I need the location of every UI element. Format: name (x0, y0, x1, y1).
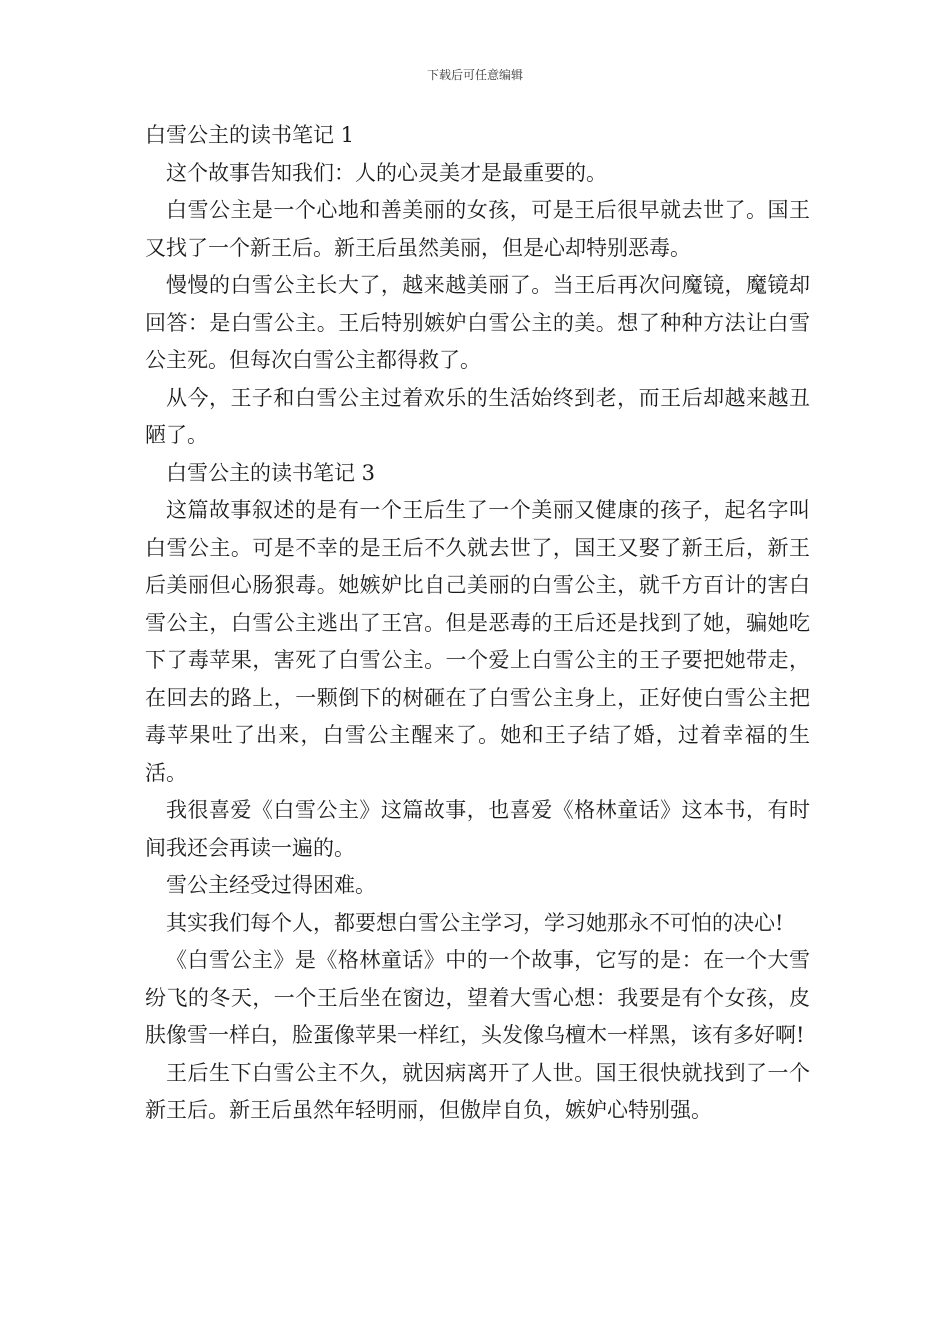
paragraph: 其实我们每个人，都要想白雪公主学习，学习她那永不可怕的决心! (166, 910, 784, 935)
paragraph: 《白雪公主》是《格林童话》中的一个故事，它写的是：在一个大雪纷飞的冬天，一个王后坐在窗边，望着大雪心想：我要是有个女孩，皮肤像雪一样白，脸蛋像苹果一样红，头发像乌檀木一样黑，该有多好啊! (145, 948, 810, 1047)
document-body (145, 117, 810, 1130)
paragraph: 我很喜爱《白雪公主》这篇故事，也喜爱《格林童话》这本书，有时间我还会再读一遍的。 (145, 798, 810, 860)
paragraph: 王后生下白雪公主不久，就因病离开了人世。国王很快就找到了一个新王后。新王后虽然年轻明丽，但傲岸自负，嫉妒心特别强。 (145, 1060, 810, 1122)
paragraph: 从今，王子和白雪公主过着欢乐的生活始终到老，而王后却越来越丑陋了。 (145, 385, 810, 447)
header-note: 下载后可任意编辑 (426, 68, 523, 82)
paragraph: 这篇故事叙述的是有一个王后生了一个美丽又健康的孩子，起名字叫白雪公主。可是不幸的是王后不久就去世了，国王又娶了新王后，新王后美丽但心肠狠毒。她嫉妒比自己美丽的白雪公主，就千方百计的害白雪公主，白雪公主逃出了王宫。但是恶毒的王后还是找到了她，骗她吃下了毒苹果，害死了白雪公主。一个爱上白雪公主的王子要把她带走，在回去的路上，一颗倒下的树砸在了白雪公主身上，正好使白雪公主把毒苹果吐了出来，白雪公主醒来了。她和王子结了婚，过着幸福的生活。 (145, 498, 810, 785)
section-title-1: 白雪公主的读书笔记 1 (145, 123, 355, 147)
section-title-3: 白雪公主的读书笔记 3 (166, 460, 376, 485)
paragraph: 这个故事告知我们：人的心灵美才是最重要的。 (166, 160, 607, 185)
paragraph: 慢慢的白雪公主长大了，越来越美丽了。当王后再次问魔镜，魔镜却回答：是白雪公主。王后特别嫉妒白雪公主的美。想了种种方法让白雪公主死。但每次白雪公主都得救了。 (145, 273, 810, 372)
paragraph: 白雪公主是一个心地和善美丽的女孩，可是王后很早就去世了。国王又找了一个新王后。新王后虽然美丽，但是心却特别恶毒。 (145, 198, 810, 260)
paragraph: 雪公主经受过得困难。 (166, 873, 376, 897)
